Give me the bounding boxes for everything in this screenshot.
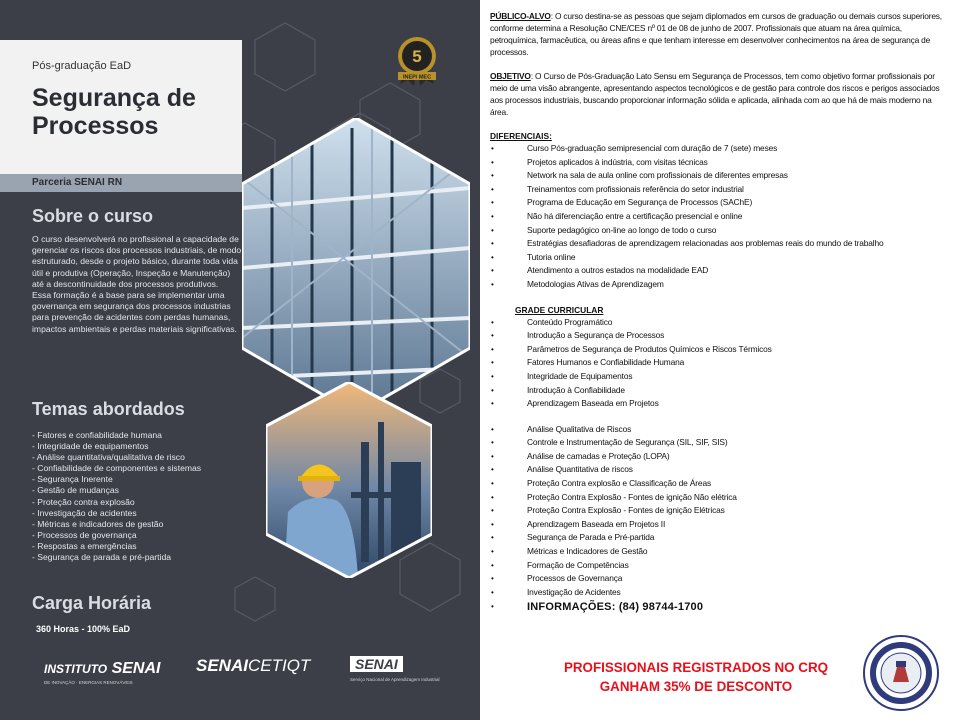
objective-paragraph: OBJETIVO: O Curso de Pós-Graduação Lato Sensu em Segurança de Processos, tem como objetivo formar profissionais por meio de uma visão abrangente, apresentando aspectos tecnológicos e de gestão para controle dos riscos e perigos associados aos processos industriais, buscando proporcionar informação sólida e aplicada, alinhada com ao que há de mais moderno na área. [490,71,940,117]
instituto-senai-logo: INSTITUTO SENAI DE INOVAÇÃO · ENERGIAS RENOVÁVEIS [44,660,161,685]
list-item: • Introdução à Confiabilidade [490,384,950,398]
list-item: • Proteção Contra Explosão - Fontes de ignição Não elétrica [490,491,950,505]
list-item: • Estratégias desafiadoras de aprendizagem relacionadas aos problemas reais do mundo de trabalho [490,237,950,251]
list-item: • Proteção Contra Explosão - Fontes de ignição Elétricas [490,504,950,518]
about-course-text: O curso desenvolverá no profissional a capacidade de gerenciar os riscos dos processos industriais, de modo estruturado, desde o projeto básico, durante toda vida útil e produtiva (Operação, Inspeção e Manutenção) até a descontinuidade dos processos produtivos. Essa formação é a base para se implementar uma governança em segurança dos processos industrias para prevenção de acidentes com perdas humanas, impactos ambientais e perdas materiais significativas. [32,234,242,334]
svg-text:INEP/ MEC: INEP/ MEC [402,74,432,81]
partner-logos [0,648,480,720]
senai-logo: SENAI Serviço Nacional de Aprendizagem Industrial [350,656,440,682]
list-item: • Não há diferenciação entre a certificação presencial e online [490,210,950,224]
topic-item: - Proteção contra explosão [32,496,135,507]
list-item: • Conteúdo Programático [490,316,950,330]
list-item: • Projetos aplicados à indústria, com visitas técnicas [490,156,950,170]
topic-item: - Investigação de acidentes [32,507,137,518]
topics-list [32,430,242,563]
list-item: • Análise de camadas e Proteção (LOPA) [490,450,950,464]
topic-item: - Respostas a emergências [32,540,137,551]
list-item: • Análise Quantitativa de riscos [490,463,950,477]
senai-cetiqt-logo: SENAICETIQT [196,656,311,675]
target-audience-paragraph: PÚBLICO-ALVO: O curso destina-se as pessoas que sejam diplomados em cursos de graduação ou demais cursos superiores, conforme determina a Resolução CNE/CES nº 01 de 08 de junho de 2007. Profissionais que atuam na área química, petroquímica, farmacêutica, ou áreas afins e que tenham interesse em desenvolver conhecimentos na área de segurança de processos. [490,11,942,57]
topic-item: - Análise quantitativa/qualitativa de risco [32,452,185,463]
list-item: • Investigação de Acidentes [490,586,950,600]
workload-text: 360 Horas - 100% EaD [36,624,131,634]
topic-item: - Segurança Inerente [32,474,113,485]
crq-discount-promo: PROFISSIONAIS REGISTRADOS NO CRQ GANHAM 35% DE DESCONTO [563,660,829,694]
refinery-photo-hexagon [242,118,470,414]
topics-heading: Temas abordados [32,399,185,419]
topic-item: - Processos de governança [32,529,137,540]
topic-item: - Integridade de equipamentos [32,441,149,452]
list-item: • Parâmetros de Segurança de Produtos Químicos e Riscos Térmicos [490,343,950,357]
list-item: • Aprendizagem Baseada em Projetos [490,397,950,411]
differentials-heading: DIFERENCIAIS: [490,131,552,141]
list-item: • Controle e Instrumentação de Segurança (SIL, SIF, SIS) [490,436,950,450]
topic-item: - Gestão de mudanças [32,485,119,496]
topic-item: - Confiabilidade de componentes e sistemas [32,463,202,474]
list-item: • Introdução a Segurança de Processos [490,329,950,343]
list-item: • Fatores Humanos e Confiabilidade Humana [490,356,950,370]
list-item: • Segurança de Parada e Pré-partida [490,531,950,545]
list-item: • Suporte pedagógico on-line ao longo de todo o curso [490,224,950,238]
curriculum-heading: GRADE CURRICULAR [515,304,604,315]
list-item: • Formação de Competências [490,559,950,573]
course-type-label: Pós-graduação EaD [32,60,132,72]
curriculum-list-1 [490,316,950,411]
list-item: • Programa de Educação em Segurança de Processos (SAChE) [490,196,950,210]
partnership-label: Parceria SENAI RN [0,174,242,192]
list-item: • Atendimento a outros estados na modalidade EAD [490,264,950,278]
list-item: • Processos de Governança [490,572,950,586]
list-item: • Métricas e Indicadores de Gestão [490,545,950,559]
list-item: • Análise Qualitativa de Riscos [490,423,950,437]
workload-heading: Carga Horária [32,593,152,613]
list-item: • Aprendizagem Baseada em Projetos II [490,518,950,532]
brochure-right-panel [490,10,950,615]
list-item: • Proteção Contra explosão e Classificação de Áreas [490,477,950,491]
list-item: • Tutoria online [490,251,950,265]
contact-info: • INFORMAÇÕES: (84) 98744-1700 [490,599,950,615]
about-course-heading: Sobre o curso [32,206,154,226]
inep-mec-badge [392,34,442,86]
list-item: • Network na sala de aula online com profissionais de diferentes empresas [490,169,950,183]
list-item: • Metodologias Ativas de Aprendizagem [490,278,950,292]
curriculum-list-2 [490,423,950,616]
list-item: • Treinamentos com profissionais referência do setor industrial [490,183,950,197]
differentials-list [490,142,950,292]
worker-photo-hexagon [266,382,432,578]
topic-item: - Segurança de parada e pré-partida [32,552,172,563]
topic-item: - Fatores e confiabilidade humana [32,430,162,440]
crq-seal-icon [862,634,940,712]
topic-item: - Métricas e indicadores de gestão [32,518,164,529]
list-item: • Integridade de Equipamentos [490,370,950,384]
list-item: • Curso Pós-graduação semipresencial com duração de 7 (sete) meses [490,142,950,156]
svg-text:5: 5 [412,47,422,66]
course-title: Segurança de Processos [32,84,196,140]
